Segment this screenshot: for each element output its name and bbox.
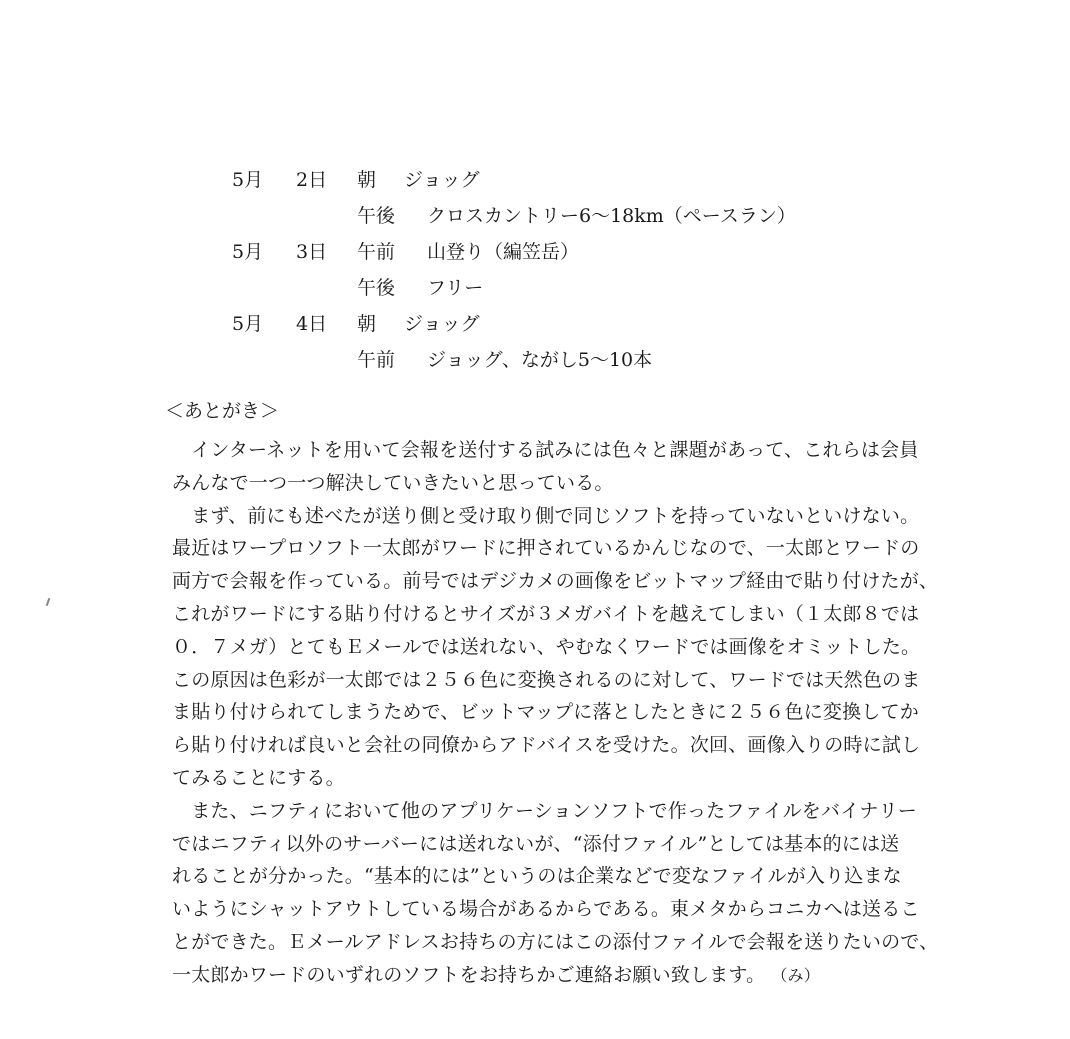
schedule-activity: ジョッグ、ながし5～10本 <box>427 349 653 371</box>
schedule-list <box>232 162 932 378</box>
text-line: とができた。Ｅメールアドレスお持ちの方にはこの添付ファイルで会報を送りたいので、 <box>172 930 939 953</box>
text-line: インターネットを用いて会報を送付する試みには色々と課題があって、これらは会員 <box>172 439 919 461</box>
schedule-activity: クロスカントリー6～18km（ペースラン） <box>427 205 796 227</box>
text-line: 両方で会報を作っている。前号ではデジカメの画像をビットマップ経由で貼り付けたが、 <box>172 570 939 593</box>
schedule-row <box>232 198 932 234</box>
schedule-month: 5月 <box>232 313 264 335</box>
text-line: ではニフティ以外のサーバーには送れないが、“添付ファイル”としては基本的には送 <box>172 832 900 855</box>
schedule-month: 5月 <box>232 241 264 263</box>
text-line: ０．７メガ）とてもＥメールでは送れない、やむなくワードでは画像をオミットした。 <box>172 635 921 658</box>
text-line: いようにシャットアウトしている場合があるからである。東メタからコニカへは送るこ <box>172 898 920 921</box>
scan-speck <box>46 598 51 606</box>
schedule-day: 2日 <box>296 169 328 191</box>
schedule-time: 午後 <box>357 205 396 227</box>
schedule-activity: ジョッグ <box>404 169 480 191</box>
schedule-day: 3日 <box>296 241 328 263</box>
schedule-time: 朝 <box>357 169 377 191</box>
afterword-body <box>172 434 1032 992</box>
schedule-day: 4日 <box>296 313 328 335</box>
schedule-time: 午前 <box>357 241 396 263</box>
text-line: この原因は色彩が一太郎では２５６色に変換されるのに対して、ワードでは天然色のま <box>172 668 921 691</box>
schedule-time: 午後 <box>357 277 396 299</box>
text-line: てみることにする。 <box>172 766 345 789</box>
text-line: れることが分かった。“基本的には”というのは企業などで変なファイルが入り込まな <box>172 865 902 888</box>
schedule-month: 5月 <box>232 169 264 191</box>
schedule-row <box>232 270 932 306</box>
text-line: みんなで一つ一つ解決していきたいと思っている。 <box>172 471 614 494</box>
text-line: ら貼り付ければ良いと会社の同僚からアドバイスを受けた。次回、画像入りの時に試し <box>172 734 921 757</box>
text-line: また、ニフティにおいて他のアプリケーションソフトで作ったファイルをバイナリー <box>172 799 918 822</box>
schedule-activity: ジョッグ <box>404 313 480 335</box>
afterword-heading: ＜あとがき＞ <box>165 400 280 422</box>
text-line-last <box>172 959 1032 992</box>
text-line: まず、前にも述べたが送り側と受け取り側で同じソフトを持っていないといけない。 <box>172 504 920 527</box>
schedule-activity: フリー <box>427 277 484 299</box>
text-line: これがワードにする貼り付けるとサイズが３メガバイトを越えてしまい（１太郎８では <box>172 602 920 625</box>
text-line: 最近はワープロソフト一太郎がワードに押されているかんじなので、一太郎とワードの <box>172 537 920 560</box>
text-line-content: 一太郎かワードのいずれのソフトをお持ちかご連絡お願い致します。 <box>172 963 766 986</box>
author-signature: （み） <box>779 965 820 985</box>
schedule-activity: 山登り（編笠岳） <box>427 241 580 263</box>
schedule-time: 午前 <box>357 349 396 371</box>
schedule-time: 朝 <box>357 313 377 335</box>
schedule-row <box>232 234 932 270</box>
schedule-row <box>232 342 932 378</box>
schedule-row <box>232 162 932 198</box>
text-line: ま貼り付けられてしまうためで、ビットマップに落としたときに２５６色に変換してか <box>172 701 919 724</box>
schedule-row <box>232 306 932 342</box>
